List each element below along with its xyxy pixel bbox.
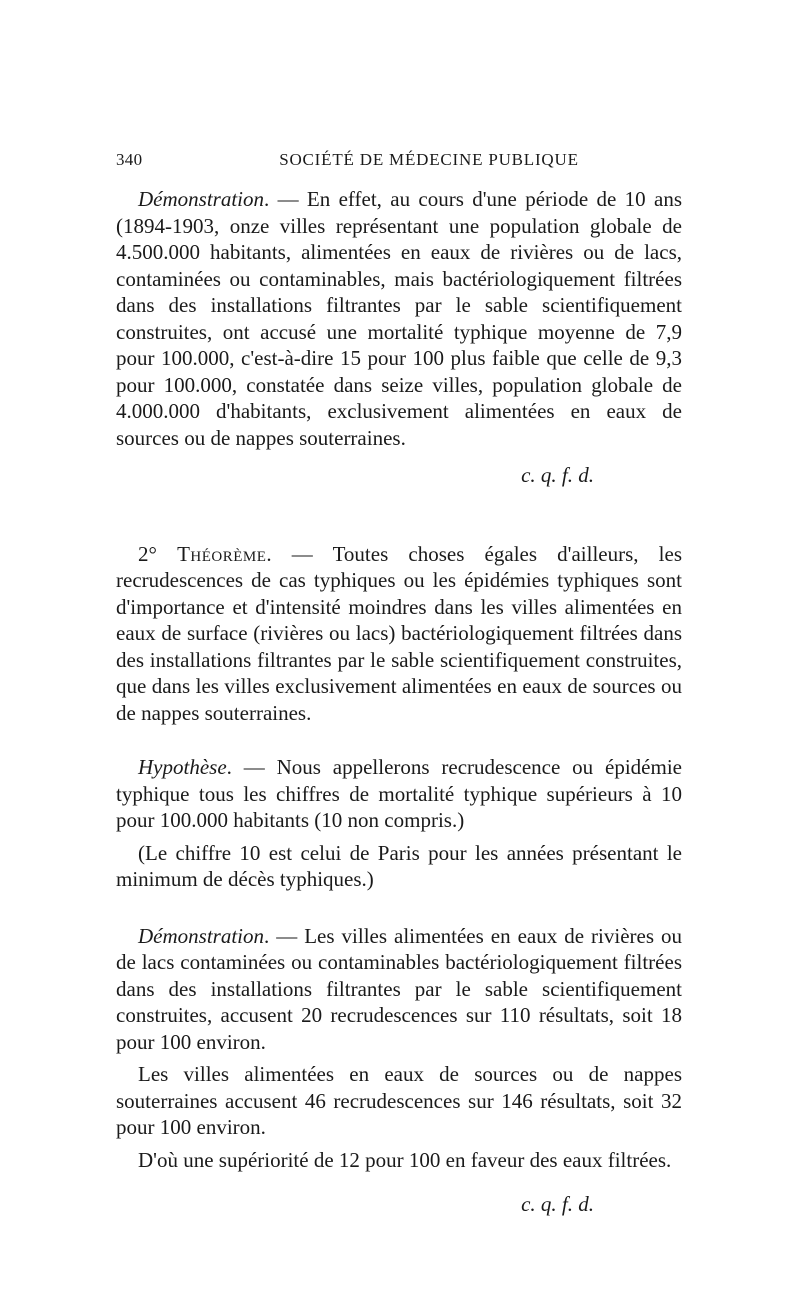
demonstration-2-conclusion: D'où une supériorité de 12 pour 100 en faveur des eaux filtrées.	[138, 1147, 672, 1172]
demonstration-2-sources-paragraph: Les villes alimentées en eaux de sources ou de nappes souterraines accusent 46 recrudescences sur 146 résultats, soit 32 pour 100 environ.	[116, 1062, 682, 1139]
hypothesis-note: (Le chiffre 10 est celui de Paris pour les années présentant le minimum de décès typhiques.)	[116, 840, 682, 891]
demonstration-1-paragraph	[116, 186, 682, 451]
document-page	[116, 150, 682, 1218]
demonstration-2-text: . — Les villes alimentées en eaux de rivières ou de lacs contaminées ou contaminables bactériologiquement filtrées dans des installations filtrantes par le sable scientifiquement construites, accusent 20 recrudescences sur 110 résultats, soit 18 pour 100 environ.	[116, 923, 682, 1054]
running-head: SOCIÉTÉ DE MÉDECINE PUBLIQUE	[279, 150, 579, 169]
hypothesis-paragraph	[116, 754, 682, 834]
demonstration-2-paragraph	[116, 923, 682, 1056]
demonstration-1-label: Démonstration	[138, 187, 264, 211]
hypothesis-text: . — Nous appellerons recrudescence ou épidémie typhique tous les chiffres de mortalité typhique supérieurs à 10 pour 100.000 habitants (10 non compris.)	[116, 755, 682, 832]
hypothesis-label: Hypothèse	[138, 755, 227, 779]
page-number: 340	[116, 150, 143, 169]
theorem-2-label: Théorème	[177, 541, 267, 566]
qed-mark-1: c. q. f. d.	[521, 463, 594, 487]
theorem-2-number: 2°	[138, 541, 157, 566]
theorem-2-text: . — Toutes choses égales d'ailleurs, les recrudescences de cas typhiques ou les épidémies typhiques sont d'importance et d'intensité moindres dans les villes alimentées en eaux de surface (rivières ou lacs) bactériologiquement filtrées dans des installations filtrantes par le sable scientifiquement construites, que dans les villes exclusivement alimentées en eaux de sources ou de nappes souterraines.	[116, 541, 683, 725]
page-header	[116, 150, 682, 178]
qed-mark-2: c. q. f. d.	[521, 1192, 594, 1216]
theorem-2-paragraph	[116, 541, 682, 727]
demonstration-2-label: Démonstration	[138, 923, 264, 948]
demonstration-1-text: . — En effet, au cours d'une période de 10 ans (1894-1903, onze villes représentant une population globale de 4.500.000 habitants, alimentées en eaux de rivières ou de lacs, contaminées ou contaminables, mais bactériologiquement filtrées dans des installations filtrantes par le sable scientifiquement construites, ont accusé une mortalité typhique moyenne de 7,9 pour 100.000, c'est-à-dire 15 pour 100 plus faible que celle de 9,3 pour 100.000, constatée dans seize villes, population globale de 4.000.000 d'habitants, exclusivement alimentées en eaux de sources ou de nappes souterraines.	[116, 187, 682, 450]
